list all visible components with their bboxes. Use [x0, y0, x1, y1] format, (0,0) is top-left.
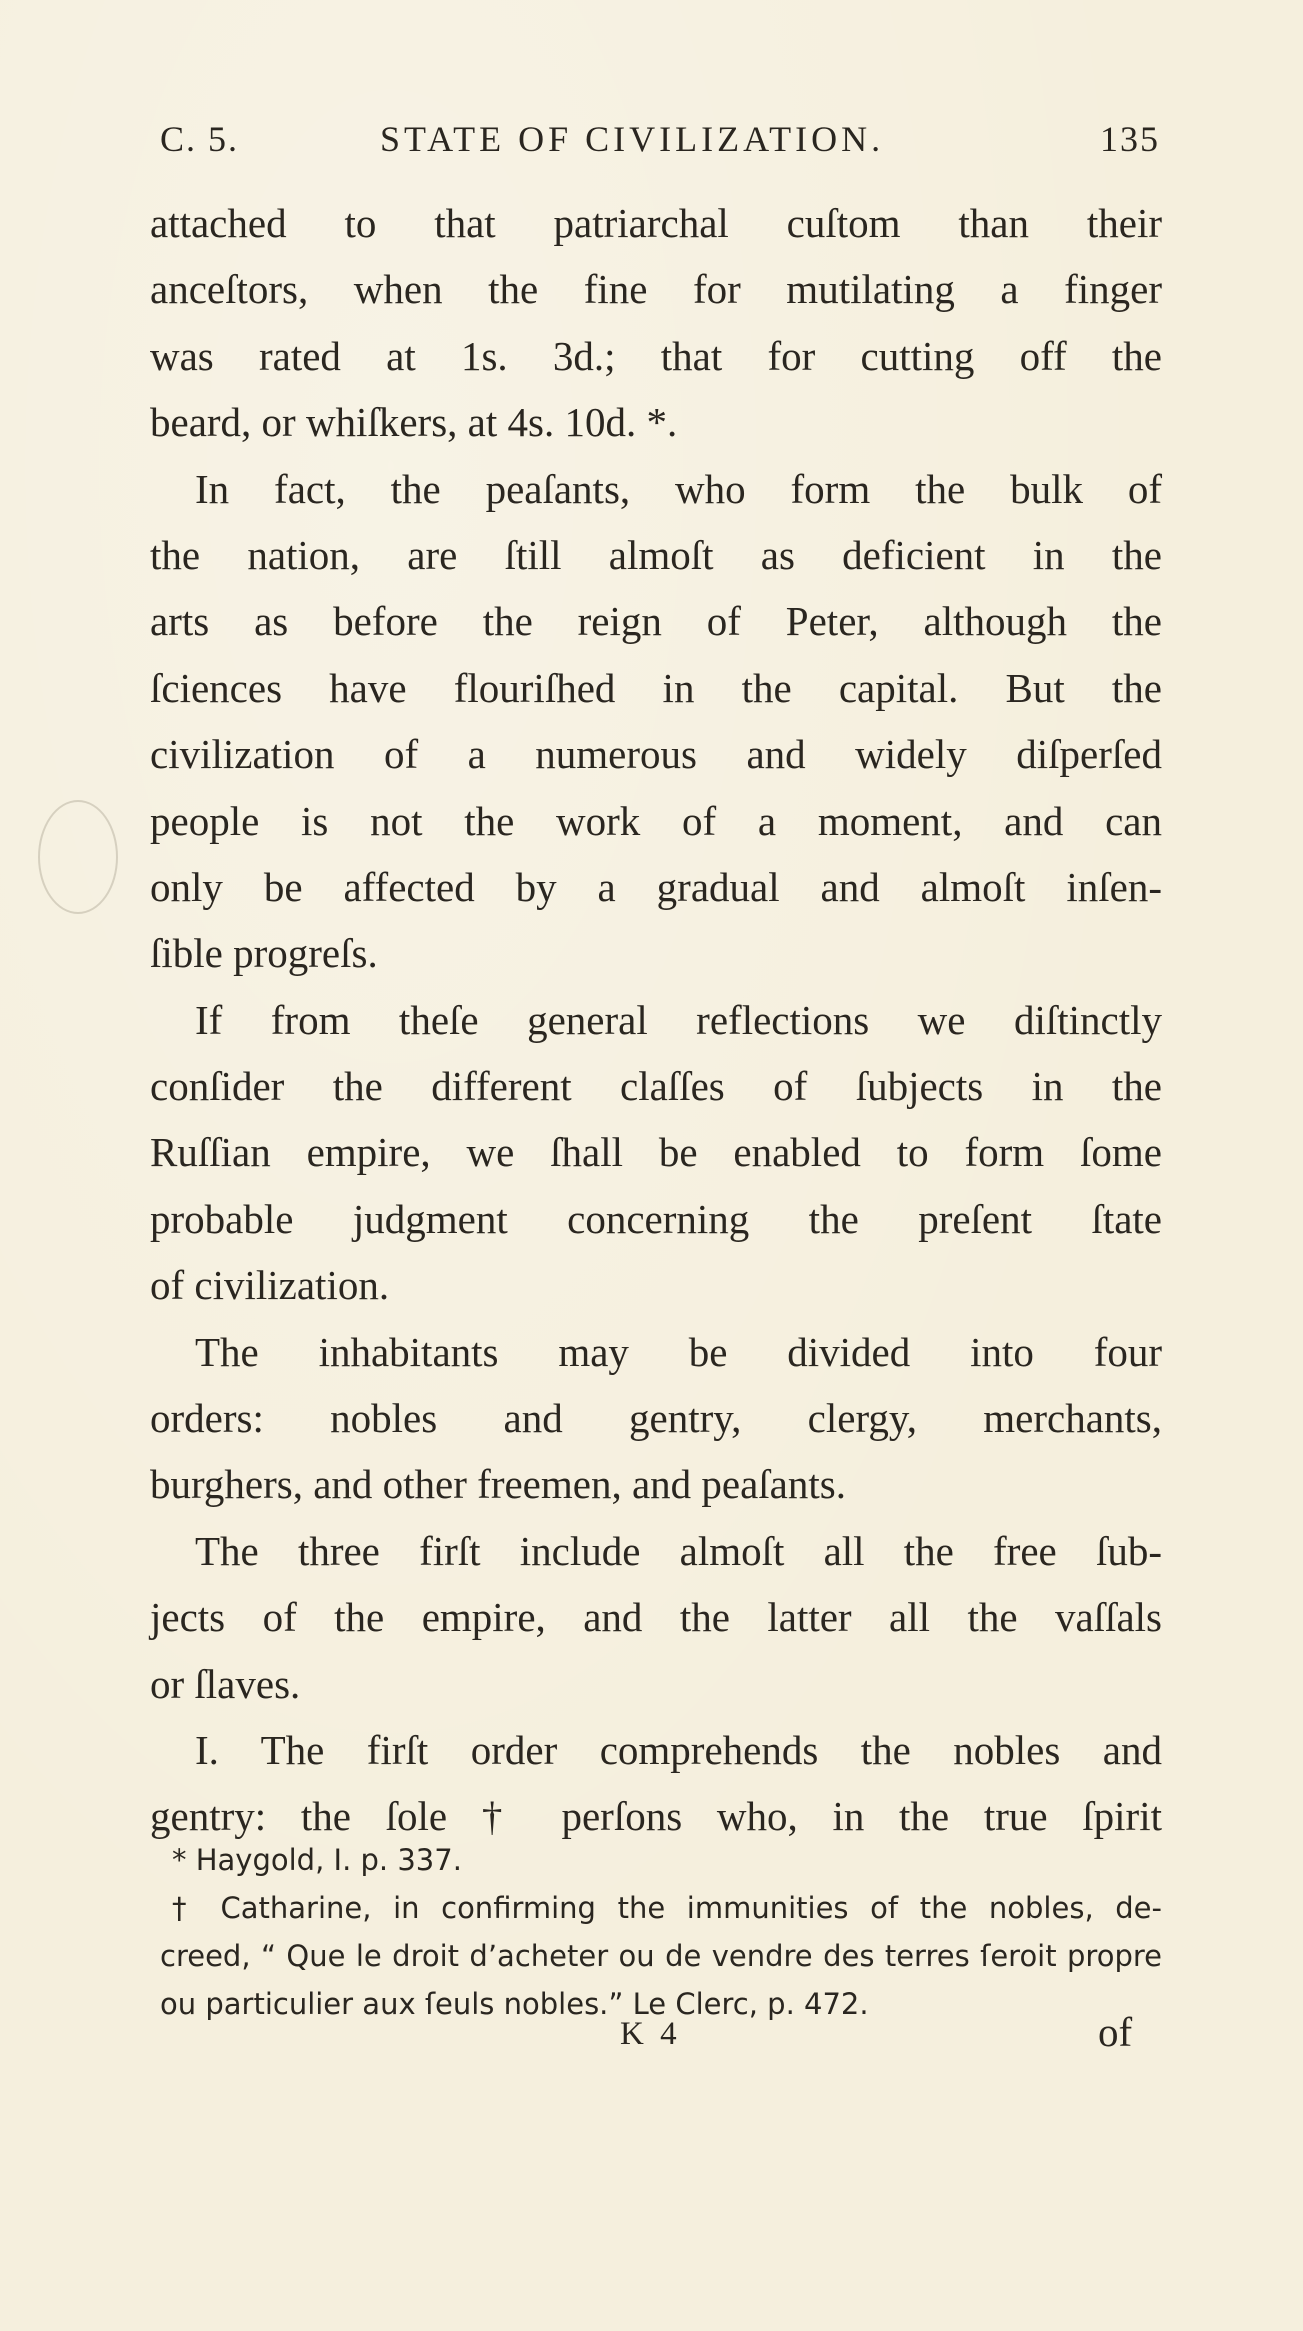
text-line: beard, or whiſkers, at 4s. 10d. *.: [150, 399, 678, 446]
text-line: The inhabitants may be divided into four: [195, 1328, 1162, 1375]
text-line: Ruſſian empire, we ſhall be enabled to form ſome: [150, 1129, 1162, 1176]
text-line: civilization of a numerous and widely diſperſed: [150, 731, 1162, 778]
running-head: [160, 118, 1160, 178]
text-line: The three firſt include almoſt all the free ſub-: [195, 1527, 1162, 1574]
footnote-line: ou particulier aux ſeuls nobles.” Le Clerc, p. 472.: [160, 1987, 869, 2021]
text-line: the nation, are ſtill almoſt as deficient in the: [150, 531, 1162, 578]
text-line: gentry: the ſole † perſons who, in the true ſpirit: [150, 1793, 1162, 1840]
text-line: orders: nobles and gentry, clergy, merchants,: [150, 1395, 1162, 1442]
text-line: attached to that patriarchal cuſtom than their: [150, 200, 1162, 246]
text-line: jects of the empire, and the latter all the vaſſals: [150, 1594, 1162, 1641]
text-line: anceſtors, when the fine for mutilating a finger: [150, 266, 1162, 313]
text-line: I. The firſt order comprehends the nobles and: [195, 1726, 1162, 1773]
body-text: [150, 190, 1162, 1850]
text-line: people is not the work of a moment, and can: [150, 797, 1162, 844]
chapter-marker: C. 5.: [160, 119, 240, 159]
text-line: In fact, the peaſants, who form the bulk of: [195, 465, 1162, 512]
page-number: 135: [1100, 119, 1160, 159]
footnote-line: creed, “ Que le droit d’acheter ou de vendre des terres ſeroit propre: [160, 1939, 1162, 1973]
margin-stain: [38, 800, 118, 914]
footnote-line: † Catharine, in confirming the immunities of the nobles, de-: [172, 1891, 1162, 1925]
text-line: was rated at 1s. 3d.; that for cutting off the: [150, 332, 1162, 379]
text-line: probable judgment concerning the preſent ſtate: [150, 1195, 1162, 1242]
catchword: of: [1098, 2009, 1133, 2055]
text-line: ſible progreſs.: [150, 930, 378, 977]
signature-mark: K 4: [620, 2016, 681, 2052]
text-line: or ſlaves.: [150, 1660, 301, 1707]
footnotes: [160, 1836, 1162, 2028]
running-title: STATE OF CIVILIZATION.: [380, 119, 885, 159]
text-line: of civilization.: [150, 1262, 390, 1309]
text-line: conſider the different claſſes of ſubjects in the: [150, 1063, 1162, 1110]
text-line: burghers, and other freemen, and peaſants.: [150, 1461, 846, 1508]
text-line: If from theſe general reflections we diſtinctly: [195, 996, 1162, 1043]
text-line: arts as before the reign of Peter, although the: [150, 598, 1162, 645]
text-line: only be affected by a gradual and almoſt inſen-: [150, 863, 1162, 910]
text-line: ſciences have flouriſhed in the capital. But the: [150, 664, 1162, 711]
footnote-line: * Haygold, I. p. 337.: [172, 1843, 462, 1877]
